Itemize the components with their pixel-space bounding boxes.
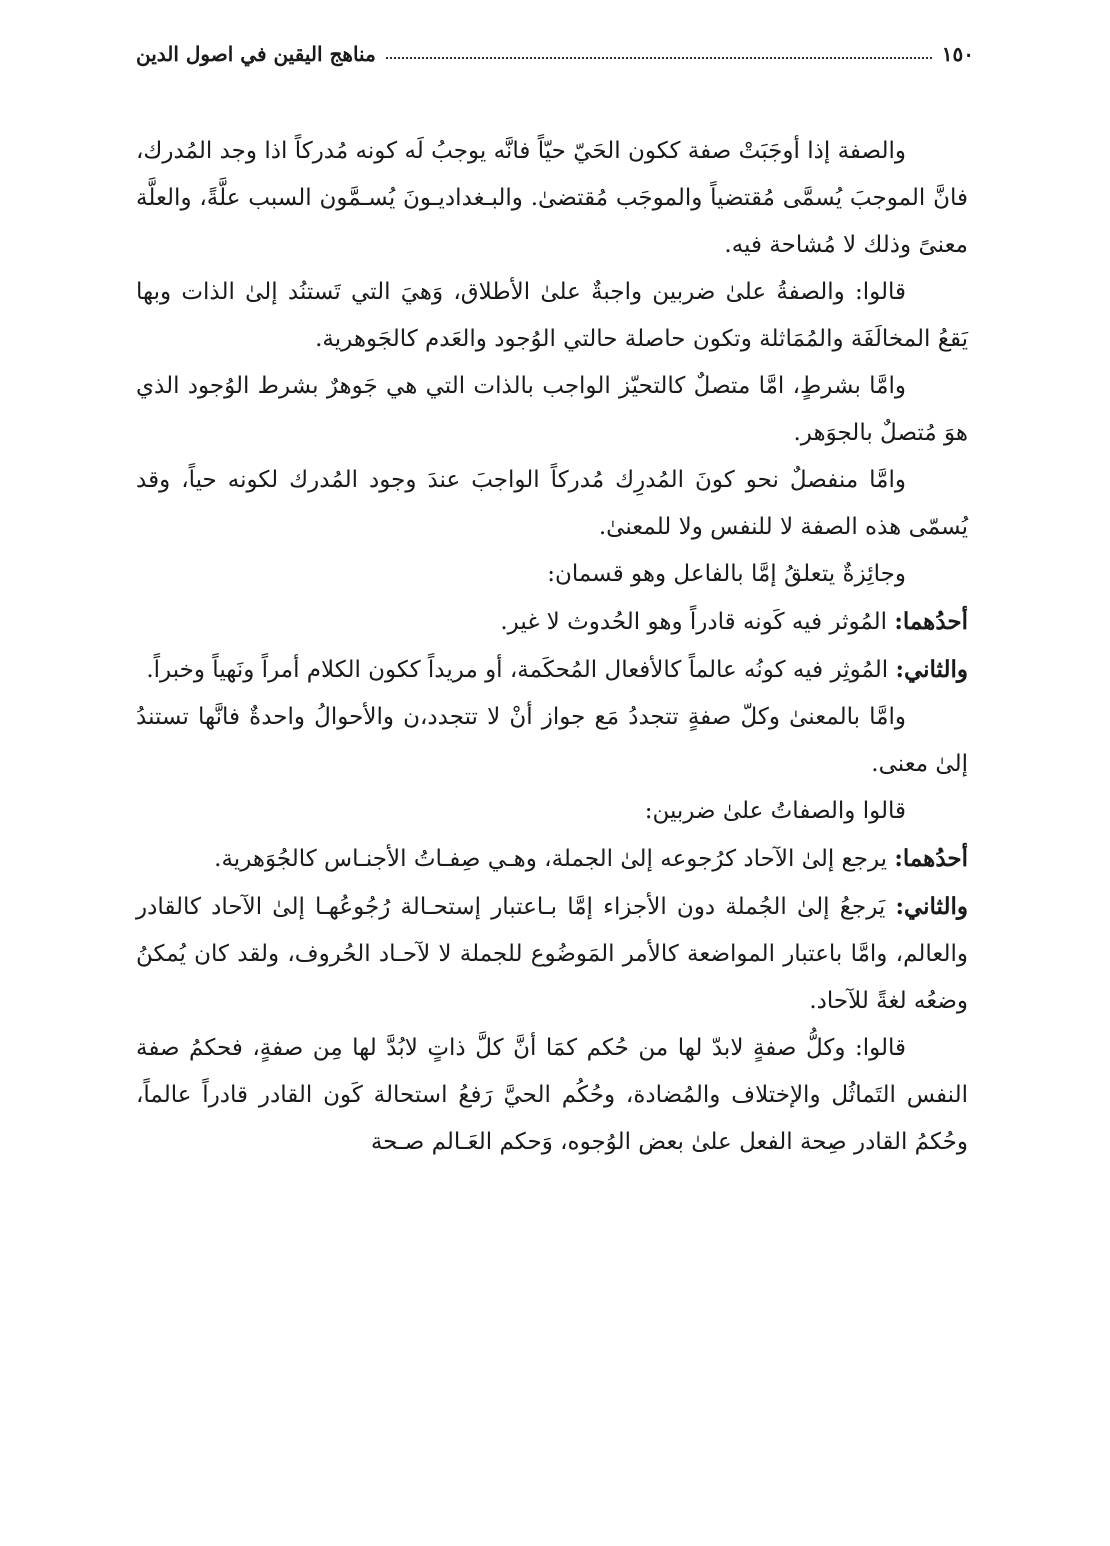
- paragraph-text: المُوثِر فيه كونُه عالماً كالأفعال المُحكَمة، أو مريداً ككون الكلام أمراً ونَهياً وخبراً.: [146, 657, 896, 683]
- paragraph: [136, 694, 968, 788]
- paragraph-text: يرجع إلىٰ الآحاد كرُجوعه إلىٰ الجملة، وهـي صِفـاتُ الأجنـاس كالجُوَهرية.: [214, 846, 895, 872]
- paragraph-text: والصفة إذا أوجَبَتْ صفة ككون الحَيّ حيّاً فانَّه يوجبُ لَه كونه مُدركاً اذا وجد المُدرك، فانَّ الموجبَ يُسمَّى مُقتضياً والموجَب مُقتضىٰ. والبـغداديـونَ يُسـمَّون السبب علَّةً، والعلَّة معنىً وذلك لا مُشاحة فيه.: [136, 138, 968, 258]
- paragraph-text: قالوا والصفاتُ علىٰ ضربين:: [644, 798, 906, 824]
- paragraph: [136, 128, 968, 269]
- running-header: [136, 36, 974, 72]
- paragraph: [136, 269, 968, 363]
- paragraph-text: وامَّا منفصلٌ نحو كونَ المُدرِك مُدركاً الواجبَ عندَ وجود المُدرك لكونه حياً، وقد يُسمّى هذه الصفة لا للنفس ولا للمعنىٰ.: [136, 467, 968, 540]
- paragraph-text: وامَّا بشرطٍ، امَّا متصلٌ كالتحيّز الواجب بالذات التي هي جَوهرٌ بشرط الوُجود الذي هوَ مُتصلٌ بالجوَهر.: [136, 373, 968, 446]
- paragraph-text: وجائِزةٌ يتعلقُ إمَّا بالفاعل وهو قسمان:: [547, 561, 906, 587]
- paragraph: [136, 883, 968, 1025]
- paragraph-text: قالوا: والصفةُ علىٰ ضربين واجبةٌ علىٰ الأطلاق، وَهيَ التي تَستنُد إلىٰ الذات وبها يَقعُ المخالَفَة والمُمَاثلة وتكون حاصلة حالتي الوُجود والعَدم كالجَوهرية.: [136, 279, 968, 352]
- paragraph-text: وامَّا بالمعنىٰ وكلّ صفةٍ تتجددُ مَع جواز أنْ لا تتجدد،ن والأحوالُ واحدةٌ فانَّها تستندُ إلىٰ معنى.: [136, 704, 968, 777]
- paragraph-text: قالوا: وكلُّ صفةٍ لابدّ لها من حُكم كمَا أنَّ كلَّ ذاتٍ لابُدَّ لها مِن صفةٍ، فحكمُ صفة النفس التَماثُل والإختلاف والمُضادة، وحُكُم الحيَّ رَفعُ استحالة كَون القادر قادراً عالماً، وحُكمُ القادر صِحة الفعل علىٰ بعض الوُجوه، وَحكم العَـالم صـحة: [136, 1035, 968, 1155]
- page-number: ١٥٠: [941, 42, 974, 66]
- header-dot-leader: [386, 49, 932, 59]
- paragraph-label: أحدُهما:: [894, 608, 968, 635]
- paragraph-text: يَرجعُ إلىٰ الجُملة دون الأجزاء إمَّا بـاعتبار إستحـالة رُجُوعُهـا إلىٰ الآحاد كالقادر والعالم، وامَّا باعتبار المواضعة كالأمر المَوضُوع للجملة لا لآحـاد الحُروف، ولقد كان يُمكنُ وضعُه لغةً للآحاد.: [136, 894, 968, 1014]
- paragraph: [136, 646, 968, 694]
- paragraph: [136, 598, 968, 646]
- paragraph: [136, 551, 968, 598]
- paragraph-label: والثاني:: [895, 656, 968, 683]
- paragraph: [136, 457, 968, 551]
- paragraph-label: أحدُهما:: [894, 845, 968, 872]
- paragraph: [136, 835, 968, 883]
- book-title: مناهج اليقين في اصول الدين: [136, 42, 376, 66]
- paragraph-text: المُوثر فيه كَونه قادراً وهو الحُدوث لا غير.: [500, 609, 895, 635]
- paragraph-label: والثاني:: [895, 893, 968, 920]
- body-text: [136, 128, 968, 1166]
- paragraph: [136, 1025, 968, 1166]
- paragraph: [136, 363, 968, 457]
- paragraph: [136, 788, 968, 835]
